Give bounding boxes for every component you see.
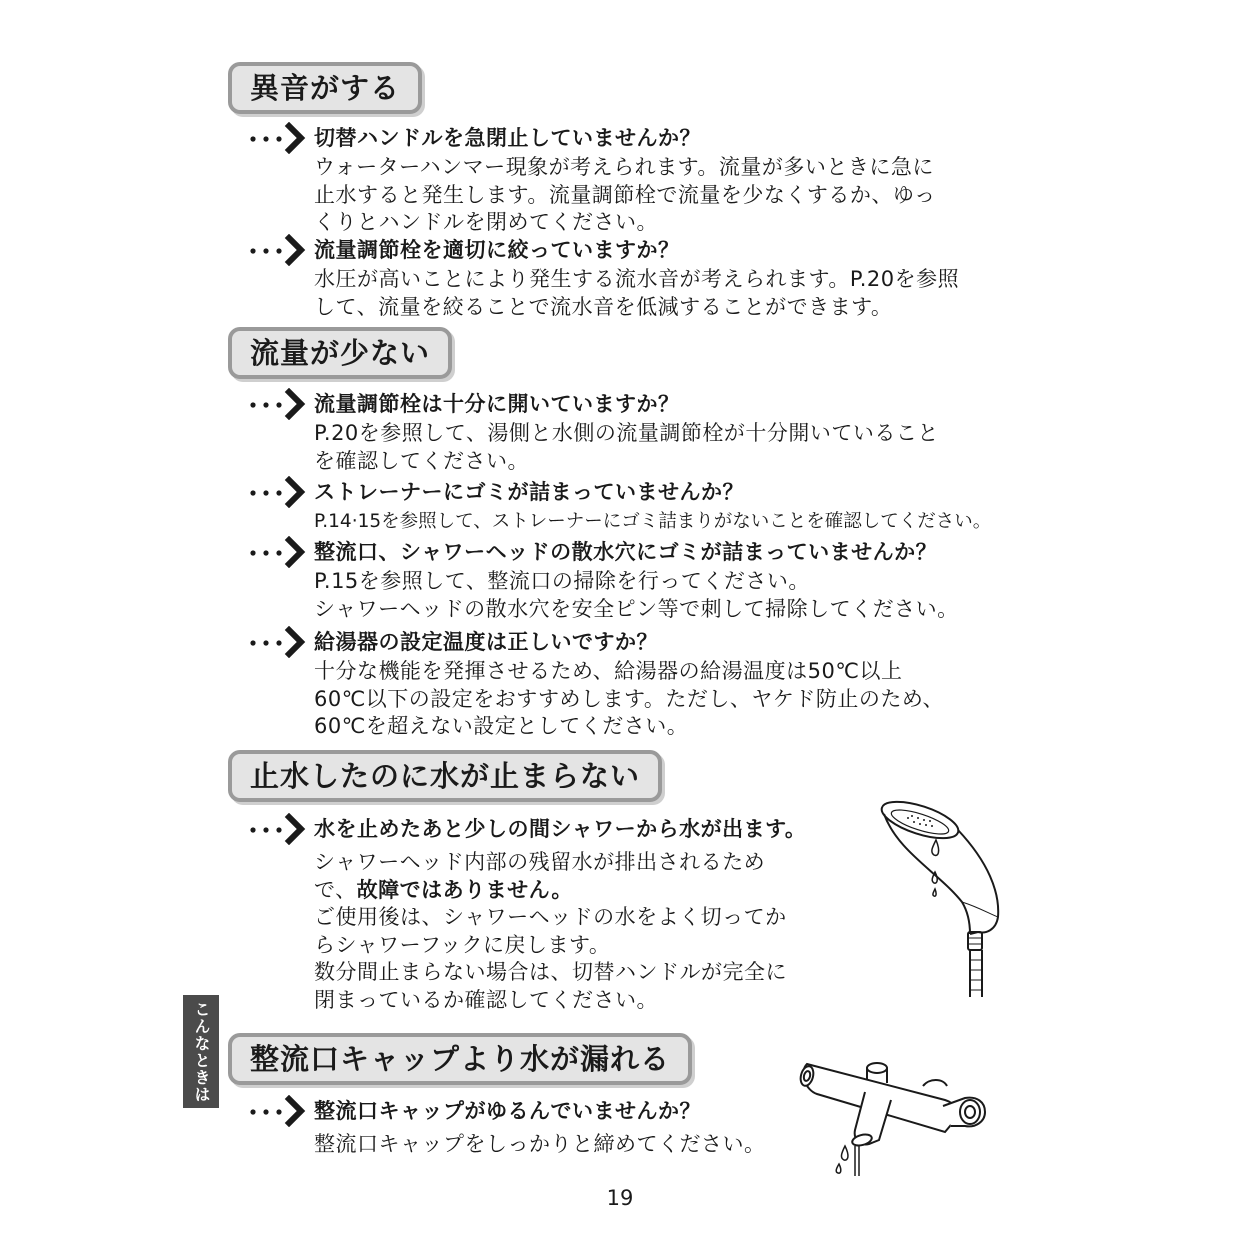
arrow-icon	[248, 476, 308, 508]
faq-item	[248, 388, 939, 475]
arrow-icon	[248, 626, 308, 658]
answer-text: P.20を参照して、湯側と水側の流量調節栓が十分開いていること を確認してください。	[314, 421, 939, 473]
faq-item	[248, 476, 991, 536]
question-text: 流量調節栓は十分に開いていますか？	[314, 392, 680, 416]
arrow-icon	[248, 122, 308, 154]
faq-item	[248, 122, 936, 237]
side-tab[interactable]	[183, 995, 219, 1108]
arrow-icon	[248, 234, 308, 266]
section-heading-low-flow: 流量が少ない	[228, 327, 452, 379]
answer-text: P.14·15を参照して、ストレーナーにゴミ詰まりがないことを確認してください。	[314, 511, 992, 532]
question-text: ストレーナーにゴミが詰まっていませんか？	[314, 480, 744, 504]
question-text: 流量調節栓を適切に絞っていますか？	[314, 238, 680, 262]
question-text: 水を止めたあと少しの間シャワーから水が出ます。	[314, 817, 807, 841]
page-number: 19	[606, 1186, 634, 1210]
question-text: 整流口、シャワーヘッドの散水穴にゴミが詰まっていませんか？	[314, 540, 938, 564]
faq-item	[248, 536, 959, 623]
faq-item	[248, 813, 807, 1014]
faq-item	[248, 626, 944, 741]
arrow-icon	[248, 1095, 308, 1127]
question-text: 切替ハンドルを急閉止していませんか？	[314, 126, 701, 150]
question-text: 給湯器の設定温度は正しいですか？	[314, 630, 658, 654]
faucet-illustration	[795, 1050, 995, 1180]
answer-text: 整流口キャップをしっかりと締めてください。	[314, 1132, 766, 1156]
answer-text: 十分な機能を発揮させるため、給湯器の給湯温度は50℃以上 60℃以下の設定をおすすめします。ただし、ヤケド防止のため、 60℃を超えない設定としてください。	[314, 659, 944, 738]
shower-head-illustration	[878, 792, 1008, 1002]
emphasis-text: 故障ではありません。	[356, 877, 573, 902]
arrow-icon	[248, 813, 308, 845]
section-heading-wont-stop: 止水したのに水が止まらない	[228, 750, 662, 802]
side-tab-label: こんなときは	[192, 1001, 211, 1103]
faq-item	[248, 234, 959, 321]
answer-text: ウォーターハンマー現象が考えられます。流量が多いときに急に 止水すると発生します。流量調節栓で流量を少なくするか、ゆっ くりとハンドルを閉めてください。	[314, 155, 936, 234]
arrow-icon	[248, 388, 308, 420]
section-heading-noise: 異音がする	[228, 62, 422, 114]
answer-text: 水圧が高いことにより発生する流水音が考えられます。P.20を参照 して、流量を絞ることで流水音を低減することができます。	[314, 267, 960, 319]
arrow-icon	[248, 536, 308, 568]
answer-text: シャワーヘッド内部の残留水が排出されるため で、故障ではありません。 ご使用後は、シャワーヘッドの水をよく切ってか らシャワーフックに戻します。 数分間止まらない場合は、切替ハンドルが完全に 閉まっているか確認してください。	[314, 850, 787, 1012]
answer-text: P.15を参照して、整流口の掃除を行ってください。 シャワーヘッドの散水穴を安全ピン等で刺して掃除してください。	[314, 569, 959, 621]
faq-item	[248, 1095, 766, 1159]
section-heading-cap-leak: 整流口キャップより水が漏れる	[228, 1033, 692, 1085]
question-text: 整流口キャップがゆるんでいませんか？	[314, 1099, 701, 1123]
